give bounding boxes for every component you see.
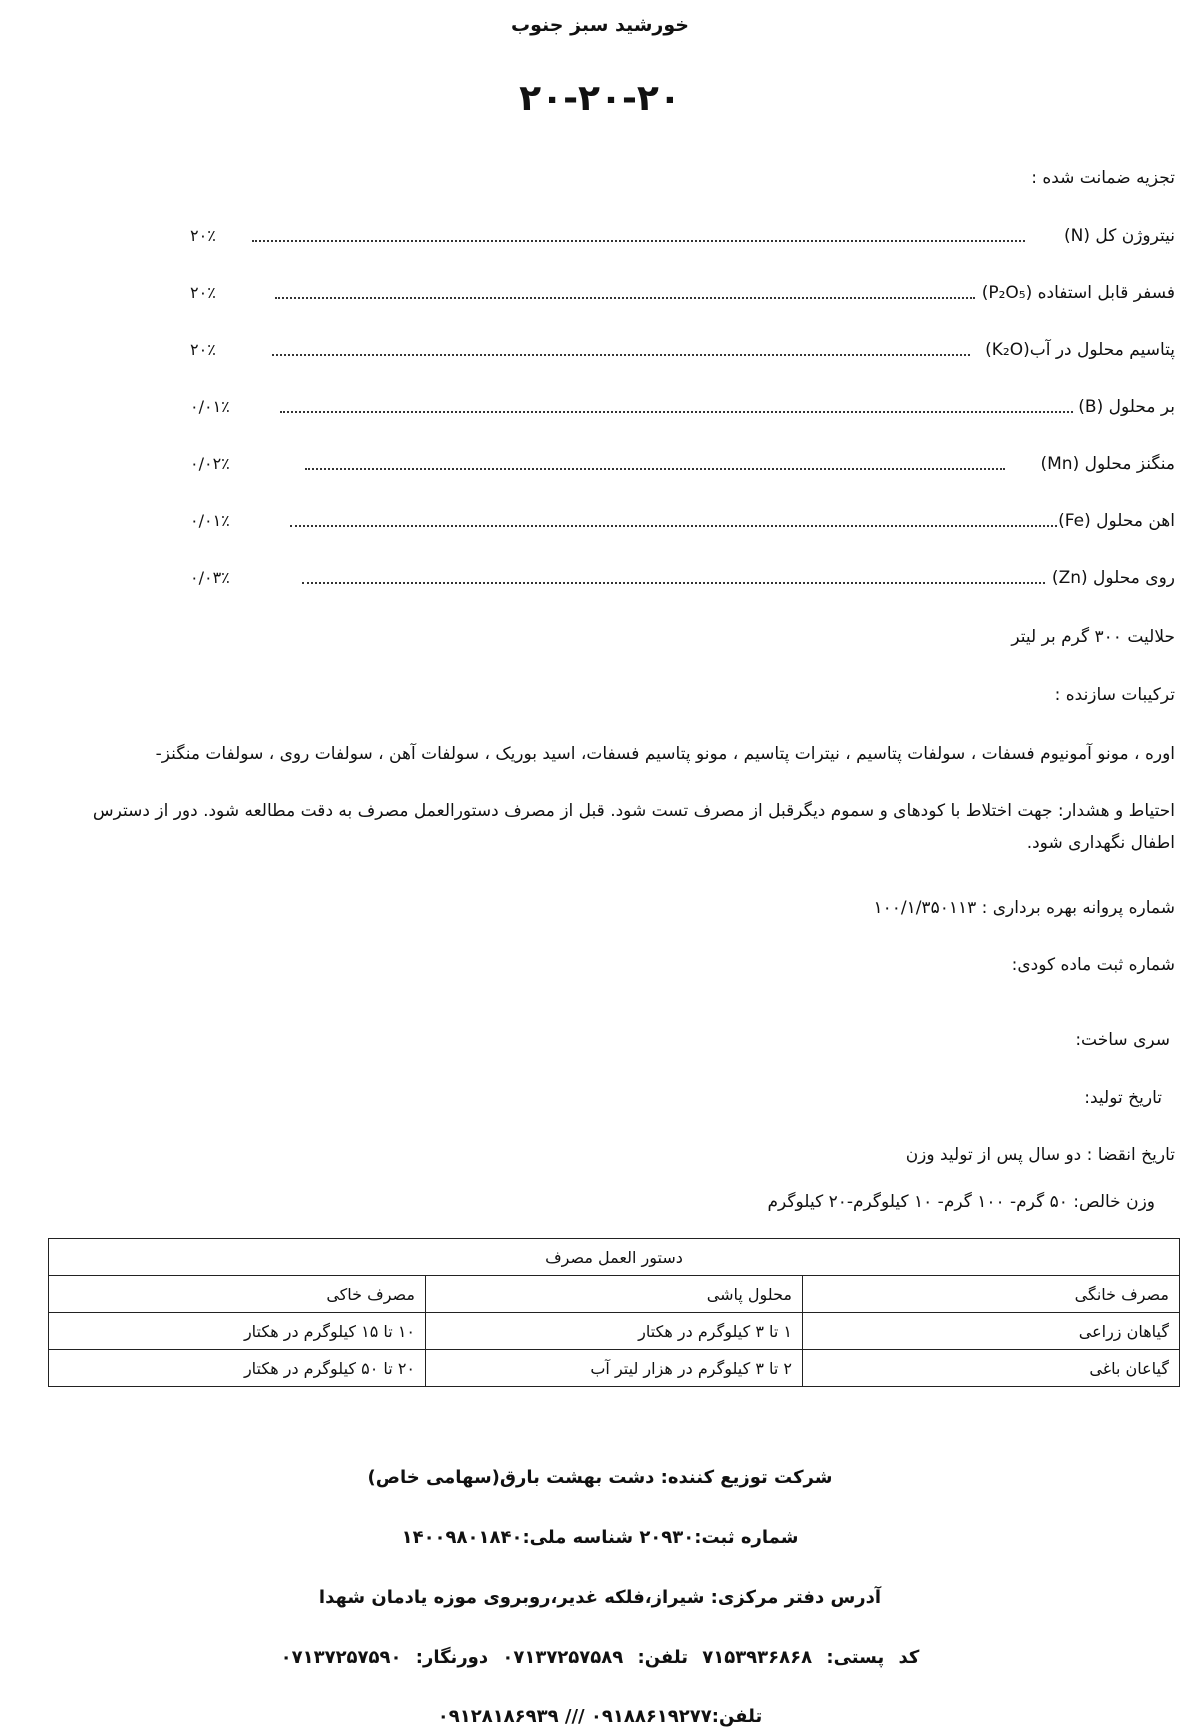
- nutrient-label: روی محلول (Zn): [1051, 568, 1175, 588]
- composition-heading: ترکیبات سازنده :: [1054, 685, 1175, 705]
- nutrient-value: ۲۰٪: [190, 226, 216, 245]
- nutrient-value: ۰/۰۱٪: [190, 511, 230, 530]
- table-title-row: [49, 1239, 1180, 1276]
- nutrient-value: ۰/۰۳٪: [190, 568, 230, 587]
- nutrient-row: [190, 511, 1175, 545]
- table-cell: گیاهان زراعی: [803, 1313, 1180, 1350]
- nutrient-label: منگنز محلول (Mn): [1040, 454, 1175, 474]
- nutrient-label: نیتروژن کل (N): [1063, 226, 1175, 246]
- dot-leader: [275, 297, 975, 299]
- nutrient-value: ۲۰٪: [190, 283, 216, 302]
- mobile-numbers: تلفن:۰۹۱۸۸۶۱۹۲۷۷ /// ۰۹۱۲۸۱۸۶۹۳۹: [437, 1706, 763, 1727]
- expiry-date: تاریخ انقضا : دو سال پس از تولید وزن: [905, 1145, 1175, 1165]
- nutrient-row: [190, 283, 1175, 317]
- nutrient-value: ۰/۰۱٪: [190, 397, 230, 416]
- contact-numbers: کد پستی: ۷۱۵۳۹۳۶۸۶۸ تلفن: ۰۷۱۳۷۲۵۷۵۸۹ دورنگار: ۰۷۱۳۷۲۵۷۵۹۰: [280, 1647, 920, 1668]
- table-cell: ۱ تا ۳ کیلوگرم در هکتار: [426, 1313, 803, 1350]
- nutrient-value: ۰/۰۲٪: [190, 454, 230, 473]
- nutrient-row: [190, 454, 1175, 488]
- dot-leader: [305, 468, 1005, 470]
- table-title: دستور العمل مصرف: [49, 1239, 1180, 1276]
- nutrient-row: [190, 568, 1175, 602]
- table-cell: ۲ تا ۳ کیلوگرم در هزار لیتر آب: [426, 1350, 803, 1387]
- dot-leader: [272, 354, 970, 356]
- table-row: [49, 1350, 1180, 1387]
- production-date: تاریخ تولید:: [1084, 1088, 1162, 1108]
- nutrient-row: [190, 226, 1175, 260]
- dot-leader: [280, 411, 1073, 413]
- nutrient-label: اهن محلول (Fe): [1058, 511, 1175, 531]
- table-cell: ۱۰ تا ۱۵ کیلوگرم در هکتار: [49, 1313, 426, 1350]
- dot-leader: [252, 240, 1025, 242]
- nutrient-label: فسفر قابل استفاده (P₂O₅): [981, 283, 1175, 303]
- table-header-row: [49, 1276, 1180, 1313]
- fertilizer-grade: ۲۰-۲۰-۲۰: [519, 78, 681, 119]
- nutrient-label: پتاسیم محلول در آب(K₂O): [985, 340, 1175, 360]
- batch-number: سری ساخت:: [1075, 1030, 1170, 1050]
- distributor-name: شرکت توزیع کننده: دشت بهشت بارق(سهامی خاص): [367, 1467, 833, 1488]
- composition-text: اوره ، مونو آمونیوم فسفات ، سولفات پتاسیم ، نیترات پتاسیم ، مونو پتاسیم فسفات، اسید بوریک ، سولفات آهن ، سولفات روی ، سولفات منگنز-: [155, 744, 1175, 764]
- nutrient-row: [190, 340, 1175, 374]
- nutrient-value: ۲۰٪: [190, 340, 216, 359]
- column-header: محلول پاشی: [426, 1276, 803, 1313]
- usage-instructions-table: [48, 1238, 1180, 1387]
- solubility-text: حلالیت ۳۰۰ گرم بر لیتر: [1011, 627, 1175, 647]
- nutrient-label: بر محلول (B): [1078, 397, 1175, 417]
- warning-text: احتیاط و هشدار: جهت اختلاط با کودهای و سموم دیگرقبل از مصرف تست شود. قبل از مصرف دستورالعمل مصرف به دقت مطالعه شود. دور از دسترس اطفال نگهداری شود.: [92, 801, 1175, 853]
- license-number: شماره پروانه بهره برداری : ۱۰۰/۱/۳۵۰۱۱۳: [873, 898, 1175, 918]
- table-cell: گیاعان باغی: [803, 1350, 1180, 1387]
- column-header: مصرف خاکی: [49, 1276, 426, 1313]
- table-cell: ۲۰ تا ۵۰ کیلوگرم در هکتار: [49, 1350, 426, 1387]
- dot-leader: [290, 525, 1057, 527]
- office-address: آدرس دفتر مرکزی: شیراز،فلکه غدیر،روبروی موزه یادمان شهدا: [318, 1587, 882, 1608]
- column-header: مصرف خانگی: [803, 1276, 1180, 1313]
- company-ids: شماره ثبت:۲۰۹۳۰ شناسه ملی:۱۴۰۰۹۸۰۱۸۴۰: [401, 1527, 799, 1548]
- guaranteed-analysis-heading: تجزیه ضمانت شده :: [1031, 168, 1175, 188]
- net-weight: وزن خالص: ۵۰ گرم- ۱۰۰ گرم- ۱۰ کیلوگرم-۲۰ کیلوگرم: [767, 1192, 1155, 1212]
- dot-leader: [302, 582, 1045, 584]
- brand-name: خورشید سبز جنوب: [511, 14, 689, 36]
- fertilizer-registration: شماره ثبت ماده کودی:: [1011, 955, 1175, 975]
- nutrient-row: [190, 397, 1175, 431]
- table-row: [49, 1313, 1180, 1350]
